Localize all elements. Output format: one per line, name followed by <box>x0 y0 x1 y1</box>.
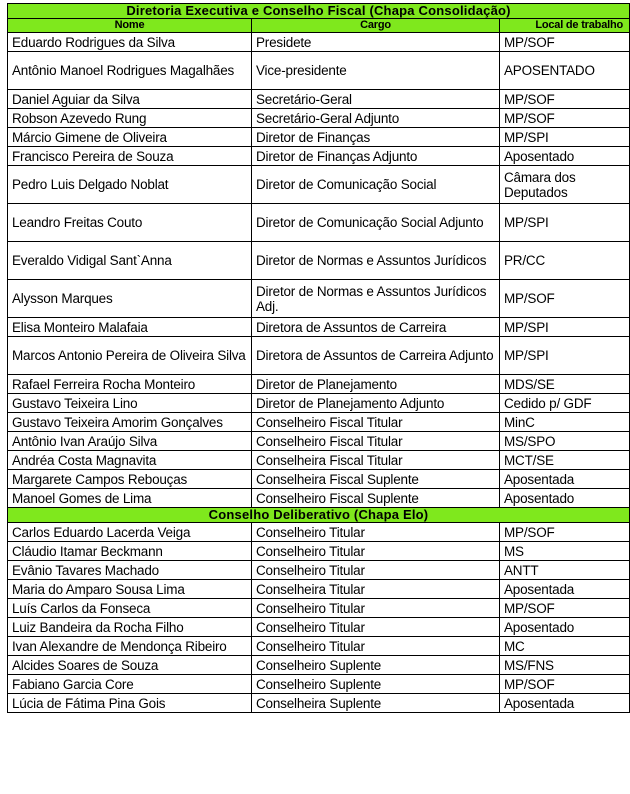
cell-local: MS/FNS <box>500 656 630 675</box>
cell-local: MinC <box>500 413 630 432</box>
cell-local: Aposentada <box>500 580 630 599</box>
table-row <box>8 675 630 694</box>
section-title-row <box>8 508 630 523</box>
cell-nome: Daniel Aguiar da Silva <box>8 90 252 109</box>
table-row <box>8 561 630 580</box>
cell-cargo: Diretor de Comunicação Social Adjunto <box>252 204 500 242</box>
cell-local: Câmara dos Deputados <box>500 166 630 204</box>
cell-cargo: Diretor de Normas e Assuntos Jurídicos Adj. <box>252 280 500 318</box>
column-header-row <box>8 19 630 33</box>
table-row <box>8 109 630 128</box>
table-row <box>8 470 630 489</box>
cell-nome: Alcides Soares de Souza <box>8 656 252 675</box>
table-row <box>8 694 630 713</box>
table-row <box>8 33 630 52</box>
column-header-nome: Nome <box>8 19 252 33</box>
table-row <box>8 242 630 280</box>
cell-nome: Antônio Manoel Rodrigues Magalhães <box>8 52 252 90</box>
table-row <box>8 618 630 637</box>
table-row <box>8 580 630 599</box>
cell-local: MP/SOF <box>500 90 630 109</box>
cell-nome: Margarete Campos Rebouças <box>8 470 252 489</box>
table-row <box>8 280 630 318</box>
cell-local: MP/SOF <box>500 33 630 52</box>
cell-local: MP/SPI <box>500 204 630 242</box>
cell-nome: Alysson Marques <box>8 280 252 318</box>
cell-local: Cedido p/ GDF <box>500 394 630 413</box>
cell-cargo: Diretor de Finanças Adjunto <box>252 147 500 166</box>
cell-cargo: Diretor de Planejamento <box>252 375 500 394</box>
cell-local: MS/SPO <box>500 432 630 451</box>
cell-local: Aposentada <box>500 694 630 713</box>
cell-local: APOSENTADO <box>500 52 630 90</box>
cell-cargo: Conselheira Titular <box>252 580 500 599</box>
table-row <box>8 204 630 242</box>
cell-nome: Everaldo Vidigal Sant`Anna <box>8 242 252 280</box>
cell-cargo: Conselheiro Titular <box>252 618 500 637</box>
cell-cargo: Secretário-Geral <box>252 90 500 109</box>
cell-cargo: Conselheira Suplente <box>252 694 500 713</box>
table-row <box>8 90 630 109</box>
cell-cargo: Conselheira Fiscal Suplente <box>252 470 500 489</box>
table-row <box>8 147 630 166</box>
cell-cargo: Secretário-Geral Adjunto <box>252 109 500 128</box>
cell-cargo: Conselheiro Fiscal Titular <box>252 432 500 451</box>
cell-nome: Eduardo Rodrigues da Silva <box>8 33 252 52</box>
table-row <box>8 599 630 618</box>
table-row <box>8 52 630 90</box>
cell-local: MP/SOF <box>500 599 630 618</box>
cell-local: MC <box>500 637 630 656</box>
cell-cargo: Conselheiro Titular <box>252 561 500 580</box>
cell-cargo: Diretor de Comunicação Social <box>252 166 500 204</box>
cell-nome: Antônio Ivan Araújo Silva <box>8 432 252 451</box>
cell-cargo: Conselheiro Suplente <box>252 656 500 675</box>
cell-nome: Lúcia de Fátima Pina Gois <box>8 694 252 713</box>
cell-local: Aposentado <box>500 618 630 637</box>
table-row <box>8 394 630 413</box>
cell-nome: Manoel Gomes de Lima <box>8 489 252 508</box>
cell-nome: Gustavo Teixeira Amorim Gonçalves <box>8 413 252 432</box>
cell-local: Aposentada <box>500 470 630 489</box>
cell-cargo: Conselheiro Titular <box>252 637 500 656</box>
cell-nome: Rafael Ferreira Rocha Monteiro <box>8 375 252 394</box>
cell-cargo: Diretor de Planejamento Adjunto <box>252 394 500 413</box>
cell-cargo: Diretora de Assuntos de Carreira Adjunto <box>252 337 500 375</box>
cell-nome: Pedro Luis Delgado Noblat <box>8 166 252 204</box>
table-row <box>8 489 630 508</box>
section-title-conselho: Conselho Deliberativo (Chapa Elo) <box>8 508 630 523</box>
cell-nome: Luiz Bandeira da Rocha Filho <box>8 618 252 637</box>
cell-local: PR/CC <box>500 242 630 280</box>
cell-cargo: Conselheira Fiscal Titular <box>252 451 500 470</box>
cell-nome: Gustavo Teixeira Lino <box>8 394 252 413</box>
cell-local: MCT/SE <box>500 451 630 470</box>
cell-nome: Carlos Eduardo Lacerda Veiga <box>8 523 252 542</box>
cell-nome: Robson Azevedo Rung <box>8 109 252 128</box>
cell-cargo: Conselheiro Suplente <box>252 675 500 694</box>
cell-cargo: Conselheiro Titular <box>252 599 500 618</box>
cell-local: Aposentado <box>500 489 630 508</box>
cell-cargo: Presidete <box>252 33 500 52</box>
members-table-body <box>8 4 630 713</box>
cell-nome: Márcio Gimene de Oliveira <box>8 128 252 147</box>
cell-cargo: Diretora de Assuntos de Carreira <box>252 318 500 337</box>
cell-nome: Evânio Tavares Machado <box>8 561 252 580</box>
cell-local: MP/SOF <box>500 280 630 318</box>
table-row <box>8 432 630 451</box>
cell-cargo: Diretor de Finanças <box>252 128 500 147</box>
cell-nome: Marcos Antonio Pereira de Oliveira Silva <box>8 337 252 375</box>
cell-nome: Fabiano Garcia Core <box>8 675 252 694</box>
table-row <box>8 542 630 561</box>
cell-nome: Francisco Pereira de Souza <box>8 147 252 166</box>
table-row <box>8 523 630 542</box>
table-row <box>8 637 630 656</box>
table-row <box>8 656 630 675</box>
cell-cargo: Diretor de Normas e Assuntos Jurídicos <box>252 242 500 280</box>
cell-cargo: Vice-presidente <box>252 52 500 90</box>
table-row <box>8 375 630 394</box>
document-page <box>7 3 629 713</box>
cell-nome: Andréa Costa Magnavita <box>8 451 252 470</box>
cell-local: MP/SOF <box>500 675 630 694</box>
cell-nome: Cláudio Itamar Beckmann <box>8 542 252 561</box>
table-row <box>8 413 630 432</box>
members-table <box>7 3 630 713</box>
cell-nome: Maria do Amparo Sousa Lima <box>8 580 252 599</box>
table-row <box>8 318 630 337</box>
cell-nome: Ivan Alexandre de Mendonça Ribeiro <box>8 637 252 656</box>
section-title-diretoria: Diretoria Executiva e Conselho Fiscal (Chapa Consolidação) <box>8 4 630 19</box>
cell-local: MP/SOF <box>500 523 630 542</box>
cell-local: MP/SPI <box>500 128 630 147</box>
cell-nome: Elisa Monteiro Malafaia <box>8 318 252 337</box>
cell-local: MP/SPI <box>500 318 630 337</box>
cell-nome: Luís Carlos da Fonseca <box>8 599 252 618</box>
table-row <box>8 337 630 375</box>
cell-local: MDS/SE <box>500 375 630 394</box>
table-row <box>8 128 630 147</box>
cell-local: MS <box>500 542 630 561</box>
cell-cargo: Conselheiro Fiscal Suplente <box>252 489 500 508</box>
cell-nome: Leandro Freitas Couto <box>8 204 252 242</box>
cell-cargo: Conselheiro Fiscal Titular <box>252 413 500 432</box>
cell-cargo: Conselheiro Titular <box>252 542 500 561</box>
cell-local: Aposentado <box>500 147 630 166</box>
cell-cargo: Conselheiro Titular <box>252 523 500 542</box>
cell-local: MP/SOF <box>500 109 630 128</box>
table-row <box>8 451 630 470</box>
section-title-row <box>8 4 630 19</box>
column-header-cargo: Cargo <box>252 19 500 33</box>
table-row <box>8 166 630 204</box>
column-header-local: Local de trabalho <box>500 19 630 33</box>
cell-local: MP/SPI <box>500 337 630 375</box>
cell-local: ANTT <box>500 561 630 580</box>
